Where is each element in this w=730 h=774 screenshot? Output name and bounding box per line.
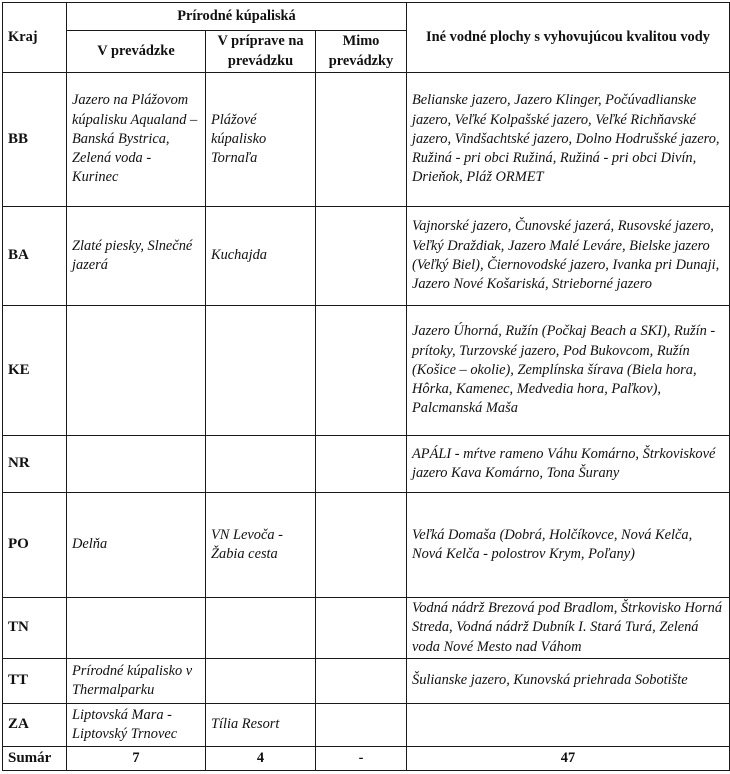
summary-row bbox=[3, 746, 730, 770]
region-code: NR bbox=[3, 436, 67, 493]
in-preparation-cell: VN Levoča - Žabia cesta bbox=[206, 493, 316, 598]
in-operation-cell bbox=[67, 306, 206, 436]
bathing-sites-table bbox=[2, 2, 730, 771]
table-row bbox=[3, 598, 730, 659]
summary-label: Sumár bbox=[3, 746, 67, 770]
out-of-operation-cell bbox=[316, 703, 407, 746]
header-out-of-operation: Mimo prevádzky bbox=[316, 31, 407, 73]
out-of-operation-cell bbox=[316, 73, 407, 207]
table-row bbox=[3, 306, 730, 436]
other-water-areas-cell: Jazero Úhorná, Ružín (Počkaj Beach a SKI), Ružín - prítoky, Turzovské jazero, Pod Bukovcom, Ružín (Košice – okolie), Zemplínska šírava (Biela hora, Hôrka, Kamenec, Medvedia hora, Paľkov), Palcmanská Maša bbox=[407, 306, 730, 436]
table-row bbox=[3, 703, 730, 746]
region-code: KE bbox=[3, 306, 67, 436]
region-code: BB bbox=[3, 73, 67, 207]
in-preparation-cell: Kuchajda bbox=[206, 207, 316, 306]
table-row bbox=[3, 436, 730, 493]
table-row bbox=[3, 207, 730, 306]
in-preparation-cell bbox=[206, 598, 316, 659]
other-water-areas-cell: Vodná nádrž Brezová pod Bradlom, Štrkovisko Horná Streda, Vodná nádrž Dubník I. Stará Turá, Zelená voda Nové Mesto nad Váhom bbox=[407, 598, 730, 659]
out-of-operation-cell bbox=[316, 658, 407, 703]
other-water-areas-cell: Šulianske jazero, Kunovská priehrada Sobotište bbox=[407, 658, 730, 703]
in-preparation-cell bbox=[206, 436, 316, 493]
header-kraj: Kraj bbox=[3, 3, 67, 73]
header-in-operation: V prevádzke bbox=[67, 31, 206, 73]
region-code: TT bbox=[3, 658, 67, 703]
other-water-areas-cell: Vajnorské jazero, Čunovské jazerá, Rusovské jazero, Veľký Draždiak, Jazero Malé Leváre, Bielske jazero (Veľký Biel), Čiernovodské jazero, Ivanka pri Dunaji, Jazero Nové Košariská, Strieborné jazero bbox=[407, 207, 730, 306]
in-operation-cell bbox=[67, 598, 206, 659]
header-other-water-areas: Iné vodné plochy s vyhovujúcou kvalitou vody bbox=[407, 3, 730, 73]
out-of-operation-cell bbox=[316, 436, 407, 493]
header-row-1 bbox=[3, 3, 730, 31]
in-operation-cell: Prírodné kúpalisko v Thermalparku bbox=[67, 658, 206, 703]
table-row bbox=[3, 493, 730, 598]
in-preparation-cell: Tília Resort bbox=[206, 703, 316, 746]
header-in-preparation: V príprave na prevádzku bbox=[206, 31, 316, 73]
in-operation-cell: Jazero na Plážovom kúpalisku Aqualand – Banská Bystrica, Zelená voda - Kurinec bbox=[67, 73, 206, 207]
table-row bbox=[3, 73, 730, 207]
in-preparation-cell bbox=[206, 306, 316, 436]
other-water-areas-cell: Veľká Domaša (Dobrá, Holčíkovce, Nová Kelča, Nová Kelča - polostrov Krym, Poľany) bbox=[407, 493, 730, 598]
in-preparation-cell bbox=[206, 658, 316, 703]
other-water-areas-cell bbox=[407, 703, 730, 746]
in-operation-cell: Liptovská Mara - Liptovský Trnovec bbox=[67, 703, 206, 746]
in-preparation-cell: Plážové kúpalisko Tornaľa bbox=[206, 73, 316, 207]
in-operation-cell: Zlaté piesky, Slnečné jazerá bbox=[67, 207, 206, 306]
in-operation-cell bbox=[67, 436, 206, 493]
out-of-operation-cell bbox=[316, 493, 407, 598]
other-water-areas-cell: Belianske jazero, Jazero Klinger, Počúvadlianske jazero, Veľké Kolpašské jazero, Veľké Richňavské jazero, Vindšachtské jazero, Dolno Hodrušské jazero, Ružiná - pri obci Ružiná, Ružiná - pri obci Divín, Drieňok, Pláž ORMET bbox=[407, 73, 730, 207]
region-code: BA bbox=[3, 207, 67, 306]
summary-in-operation: 7 bbox=[67, 746, 206, 770]
summary-other: 47 bbox=[407, 746, 730, 770]
out-of-operation-cell bbox=[316, 207, 407, 306]
summary-in-preparation: 4 bbox=[206, 746, 316, 770]
out-of-operation-cell bbox=[316, 598, 407, 659]
summary-out-of-operation: - bbox=[316, 746, 407, 770]
region-code: TN bbox=[3, 598, 67, 659]
other-water-areas-cell: APÁLI - mŕtve rameno Váhu Komárno, Štrkoviskové jazero Kava Komárno, Tona Šurany bbox=[407, 436, 730, 493]
header-natural-bathing-sites: Prírodné kúpaliská bbox=[67, 3, 407, 31]
out-of-operation-cell bbox=[316, 306, 407, 436]
in-operation-cell: Delňa bbox=[67, 493, 206, 598]
region-code: ZA bbox=[3, 703, 67, 746]
table-row bbox=[3, 658, 730, 703]
region-code: PO bbox=[3, 493, 67, 598]
